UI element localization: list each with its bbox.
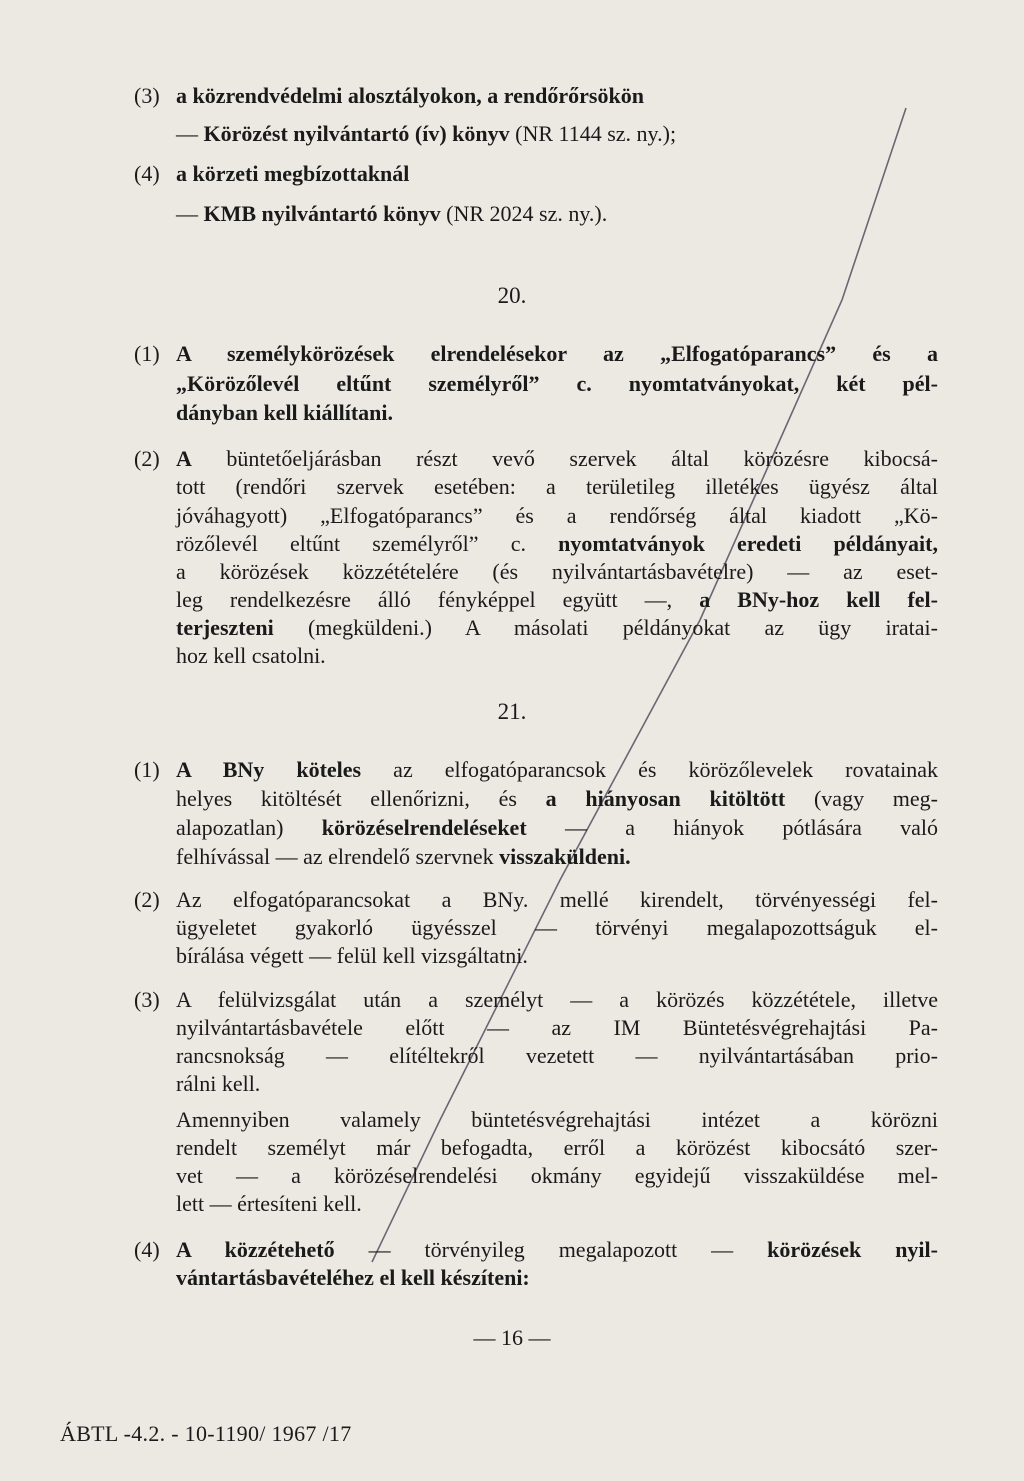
s21-p1-line-2 (176, 785, 938, 813)
s20-p1-line-2: „Körözőlevél eltűnt személyről” c. nyomtatványokat, két pél- (176, 371, 938, 396)
s20-p2-line-8: hoz kell csatolni. (176, 643, 326, 668)
s21-p3b-line-2: rendelt személyt már befogadta, erről a körözést kibocsátó szer- (176, 1135, 938, 1160)
text: alapozatlan) (176, 815, 322, 840)
item-3-number: (3) (134, 83, 160, 108)
bold-text: nyomtatványok eredeti példányait, (558, 531, 938, 556)
s21-p4-line-2: vántartásbavételéhez el kell készíteni: (176, 1265, 530, 1290)
item-4-book: KMB nyilvántartó könyv (203, 201, 441, 226)
bold-text: A BNy köteles (176, 757, 362, 782)
s21-p3-line-4: rálni kell. (176, 1071, 261, 1096)
s20-p1-number: (1) (134, 341, 160, 366)
s20-p2-line-4 (176, 530, 938, 558)
s20-p2-line-5: a körözések közzétételére (és nyilvántartásbavételre) — az eset- (176, 559, 938, 584)
s21-p3b-line-1: Amennyiben valamely büntetésvégrehajtási intézet a körözni (176, 1107, 938, 1132)
text: — a hiányok pótlására való (526, 815, 938, 840)
s21-p1-line-1 (176, 756, 938, 784)
s20-p2-line-1 (176, 445, 938, 473)
text: felhívással — az elrendelő szervnek (176, 844, 500, 869)
bold-text: A közzétehető (176, 1237, 335, 1262)
item-4-number: (4) (134, 161, 160, 186)
item-3-ref: (NR 1144 sz. ny.); (515, 121, 677, 146)
s21-p2-line-3: bírálása végett — felül kell vizsgáltatni. (176, 943, 528, 968)
bold-text: körözéselrendeléseket (321, 815, 527, 840)
bold-text: a BNy-hoz kell fel- (699, 587, 938, 612)
item-4-text: a körzeti megbízottaknál (176, 161, 410, 186)
s20-p2-line-6 (176, 586, 938, 614)
text: — törvényileg megalapozott — (334, 1237, 768, 1262)
bold-text: terjeszteni (176, 615, 274, 640)
s21-p3-line-2: nyilvántartásbavétele előtt — az IM Büntetésvégrehajtási Pa- (176, 1015, 938, 1040)
s21-p4-line-1 (176, 1236, 938, 1264)
s21-p4-number: (4) (134, 1237, 160, 1262)
archive-reference: ÁBTL -4.2. - 10-1190/ 1967 /17 (60, 1421, 352, 1446)
s20-p2-line-2: tott (rendőri szervek esetében: a területileg illetékes ügyész által (176, 474, 938, 499)
s20-p2-line-7 (176, 614, 938, 642)
page-number: — 16 — (473, 1325, 551, 1350)
text: rözőlevél eltűnt személyről” c. (176, 531, 559, 556)
bold-text: visszaküldeni. (499, 844, 631, 869)
item-4-ref: (NR 2024 sz. ny.). (446, 201, 608, 226)
text: (vagy meg- (785, 786, 938, 811)
bold-a: A (176, 446, 192, 471)
s21-p2-line-2: ügyeletet gyakorló ügyésszel — törvényi megalapozottságuk el- (176, 915, 938, 940)
dash: — (176, 121, 198, 146)
bold-text: körözések nyil- (767, 1237, 938, 1262)
item-3-text: a közrendvédelmi alosztályokon, a rendőrőrsökön (176, 83, 644, 108)
s21-p2-line-1: Az elfogatóparancsokat a BNy. mellé kirendelt, törvényességi fel- (176, 887, 938, 912)
text: leg rendelkezésre álló fényképpel együtt —, (176, 587, 700, 612)
s20-p1-line-3: dányban kell kiállítani. (176, 400, 394, 425)
text: büntetőeljárásban részt vevő szervek által körözésre kibocsá- (191, 446, 938, 471)
s21-p3b-line-4: lett — értesíteni kell. (176, 1191, 362, 1216)
section-20-heading: 20. (497, 283, 527, 308)
bold-text: a hiányosan kitöltött (545, 786, 786, 811)
item-3-sub (176, 120, 676, 148)
s21-p1-line-4 (176, 843, 631, 871)
s21-p3-line-3: rancsnokság — elítéltekről vezetett — nyilvántartásában prio- (176, 1043, 938, 1068)
s21-p1-line-3 (176, 814, 938, 842)
text: helyes kitöltését ellenőrizni, és (176, 786, 546, 811)
text: (megküldeni.) A másolati példányokat az ügy iratai- (273, 615, 938, 640)
s20-p1-line-1: A személykörözések elrendelésekor az „Elfogatóparancs” és a (176, 341, 938, 366)
s21-p1-number: (1) (134, 757, 160, 782)
s20-p2-line-3: jóváhagyott) „Elfogatóparancs” és a rendőrség által kiadott „Kö- (176, 503, 938, 528)
item-4-sub (176, 200, 607, 228)
section-21-heading: 21. (497, 699, 527, 724)
s20-p2-number: (2) (134, 446, 160, 471)
s21-p3b-line-3: vet — a körözéselrendelési okmány egyidejű visszaküldése mel- (176, 1163, 938, 1188)
text: az elfogatóparancsok és körözőlevelek rovatainak (361, 757, 938, 782)
s21-p2-number: (2) (134, 887, 160, 912)
s21-p3-number: (3) (134, 987, 160, 1012)
item-3-book: Körözést nyilvántartó (ív) könyv (203, 121, 510, 146)
dash: — (176, 201, 198, 226)
s21-p3-line-1: A felülvizsgálat után a személyt — a körözés közzététele, illetve (176, 987, 938, 1012)
